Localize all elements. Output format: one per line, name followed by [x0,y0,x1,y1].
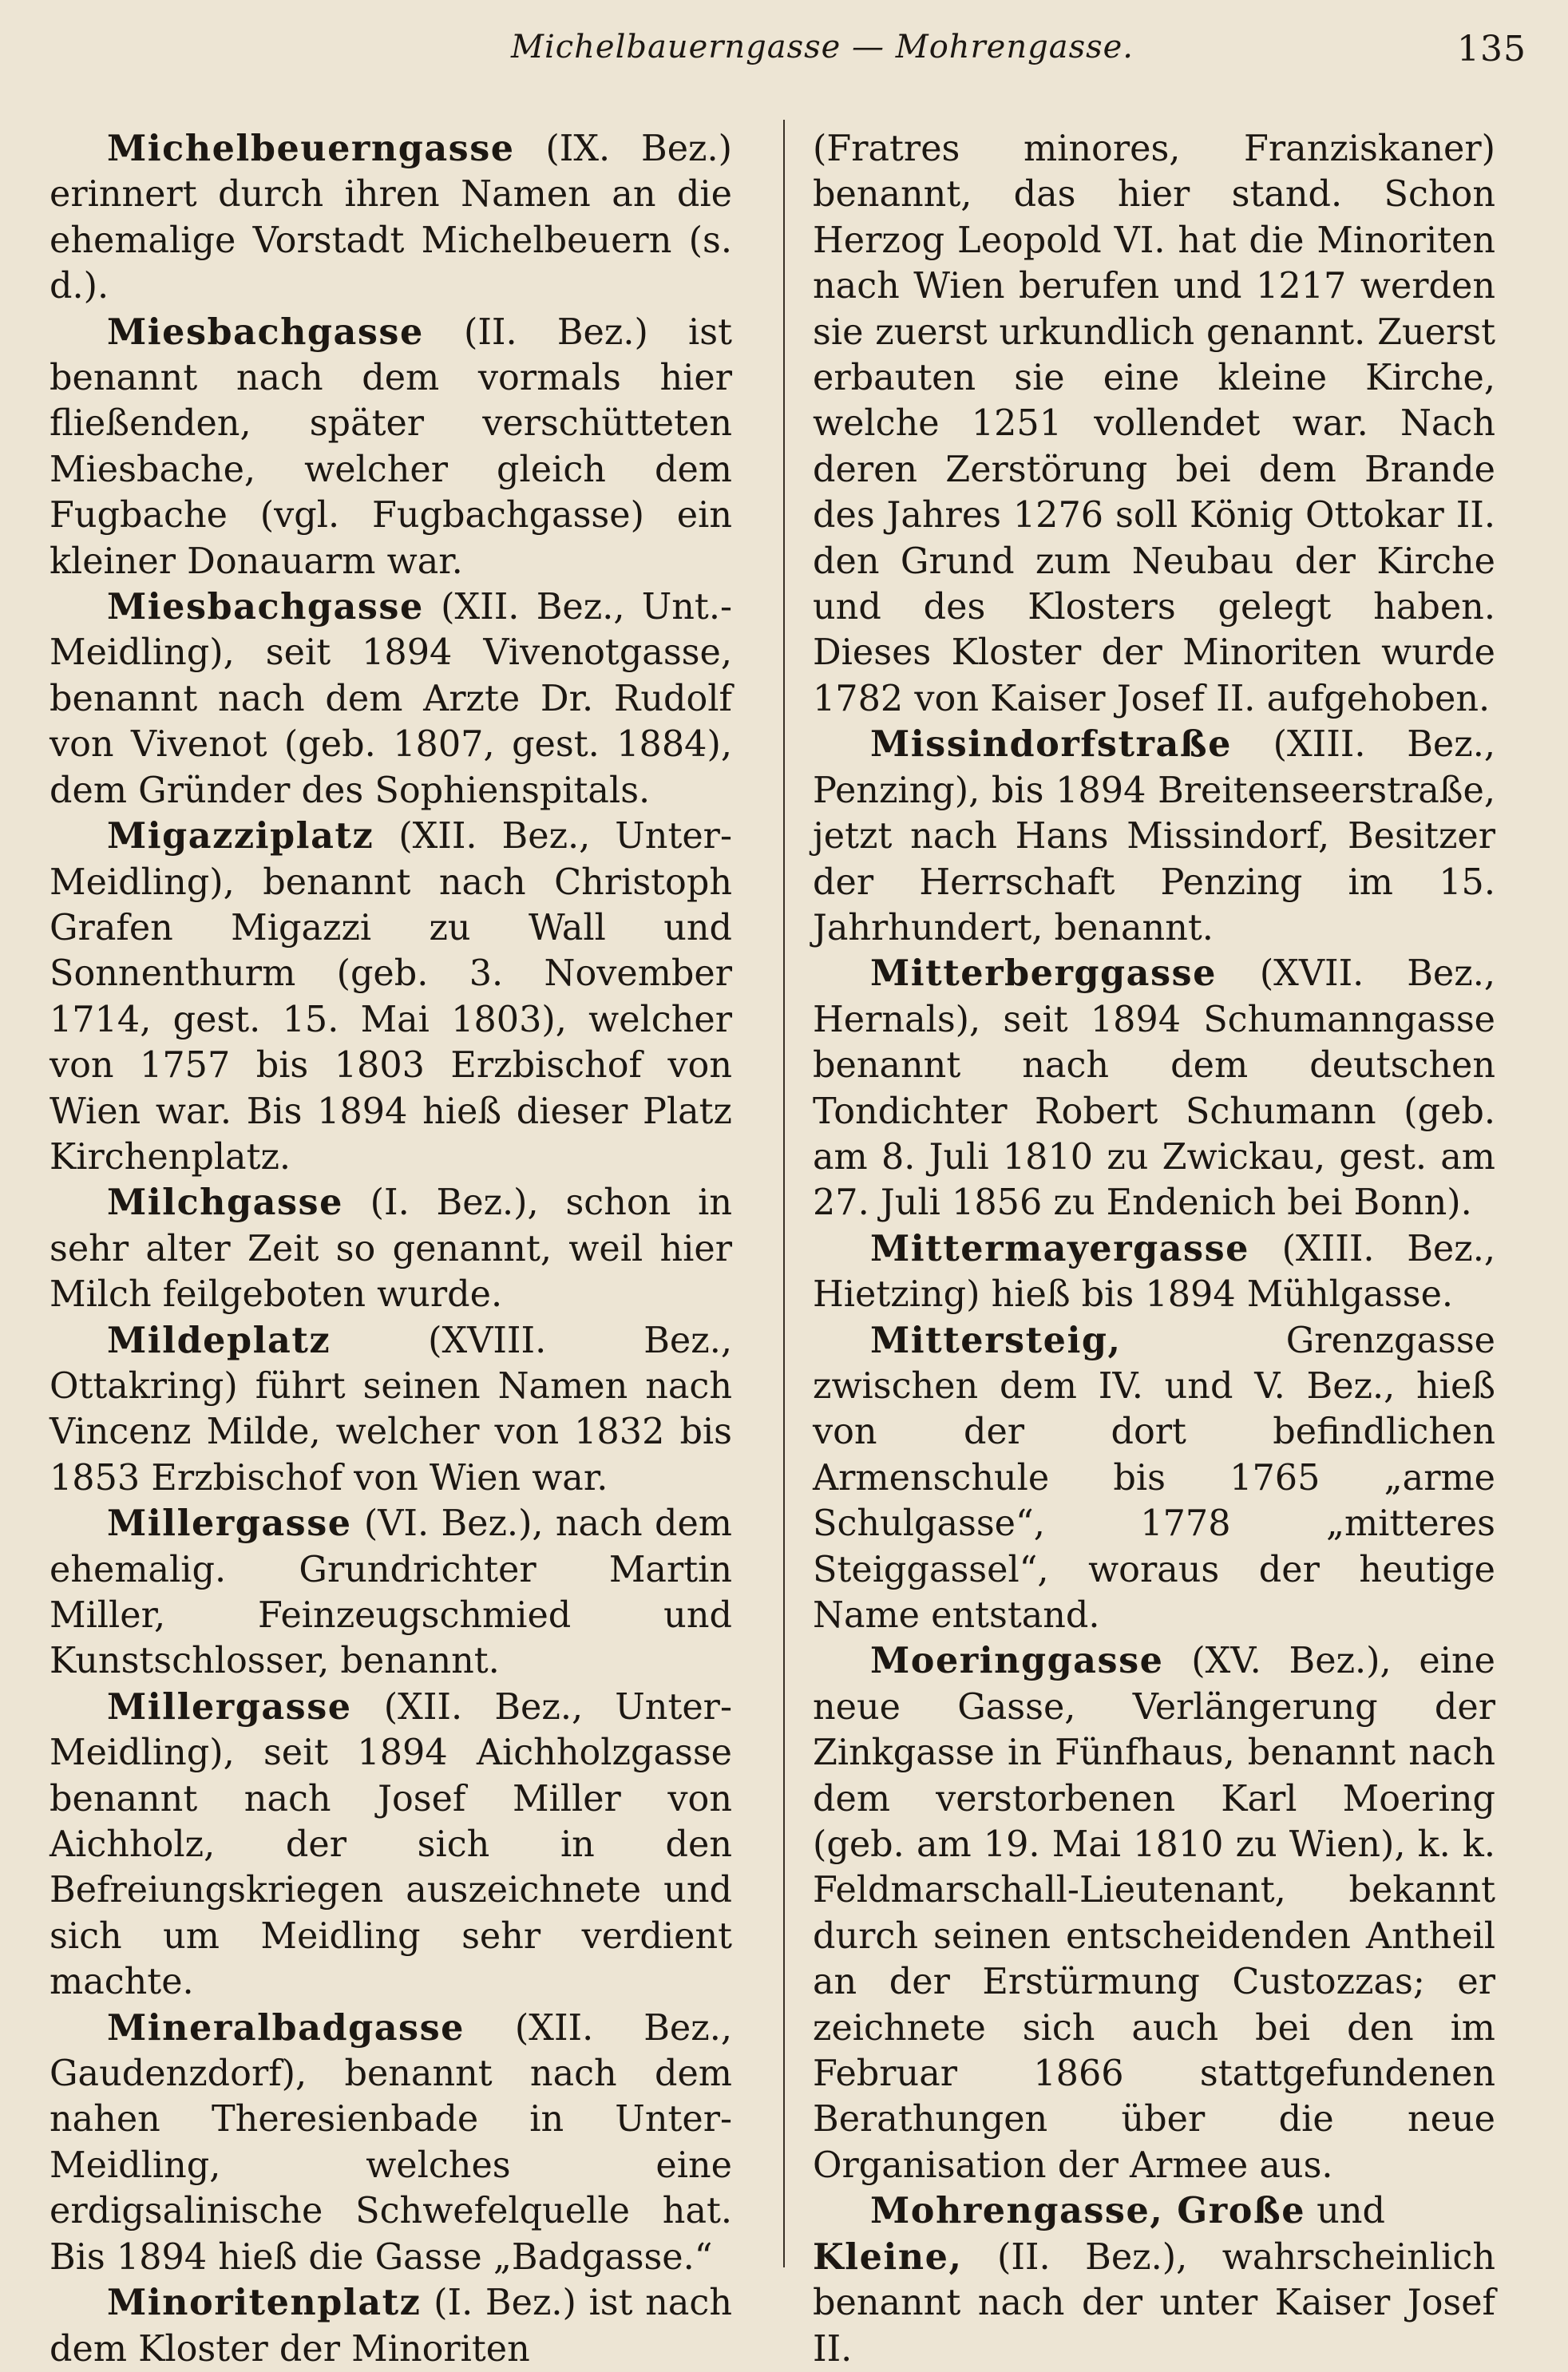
entry-mohrengasse [813,2188,1495,2372]
entry-millergasse-xii [49,1685,732,2006]
entry-text: (I. Bez.), schon in sehr alter Zeit so genannt, weil hier Milch feilgeboten wurde. [49,1182,732,1316]
entry-mildeplatz [49,1318,732,1502]
entry-text: (XIII. Bez., Hietzing) hieß bis 1894 Mühlgasse. [813,1228,1495,1316]
entry-text: (VI. Bez.), nach dem ehemalig. Grundrichter Martin Miller, Feinzeugschmied und Kunstschlosser, benannt. [49,1503,732,1682]
entry-migazziplatz [49,814,732,1180]
entry-headword: Michelbeuerngasse [107,128,515,169]
entry-text: (XV. Bez.), eine neue Gasse, Verlängerung der Zinkgasse in Fünfhaus, benannt nach dem verstorbenen Karl Moering (geb. am 19. Mai 1810 zu Wien), k. k. Feldmarschall-Lieutenant, bekannt durch seinen entscheidenden Antheil an der Erstürmung Custozzas; er zeichnete sich auch bei den im Februar 1866 stattgefundenen Berathungen über die neue Organisation der Armee aus. [813,1641,1495,2186]
entry-headword: Missindorfstraße [870,723,1232,766]
entry-text: (XII. Bez., Gaudenzdorf), benannt nach dem nahen Theresienbade in Unter-Meidling, welches eine erdigsalinische Schwefelquelle hat. Bis 1894 hieß die Gasse „Badgasse.“ [49,2007,732,2278]
entry-missindorfstrasse [813,722,1495,951]
entry-text: (XII. Bez., Unter-Meidling), benannt nach Christoph Grafen Migazzi zu Wall und Sonnenthurm (geb. 3. November 1714, gest. 15. Mai 1803), welcher von 1757 bis 1803 Erzbischof von Wien war. Bis 1894 hieß dieser Platz Kirchenplatz. [49,816,732,1178]
entry-text: (XVIII. Bez., Ottakring) führt seinen Namen nach Vincenz Milde, welcher von 1832 bis 1853 Erzbischof von Wien war. [49,1320,732,1499]
page-number: 135 [1457,29,1526,69]
entry-headword: Moeringgasse [870,1640,1164,1682]
entry-michelbeuerngasse [49,126,732,310]
entry-text: (XVII. Bez., Hernals), seit 1894 Schumanngasse benannt nach dem deutschen Tondichter Robert Schumann (geb. am 8. Juli 1810 zu Zwickau, gest. am 27. Juli 1856 zu Endenich bei Bonn). [813,953,1495,1224]
entry-headword: Millergasse [107,1685,352,1728]
entry-millergasse-vi [49,1501,732,1685]
entry-text: (Fratres minores, Franziskaner) benannt, das hier stand. Schon Herzog Leopold VI. hat die Minoriten nach Wien berufen und 1217 werden sie zuerst urkundlich genannt. Zuerst erbauten sie eine kleine Kirche, welche 1251 vollendet war. Nach deren Zerstörung bei dem Brande des Jahres 1276 soll König Ottokar II. den Grund zum Neubau der Kirche und des Klosters gelegt haben. Dieses Kloster der Minoriten wurde 1782 von Kaiser Josef II. aufgehoben. [813,129,1495,719]
entry-mitterberggasse [813,951,1495,1226]
entry-headword: Mittersteig, [870,1319,1122,1361]
right-column [813,126,1495,2372]
left-column [49,126,732,2372]
entry-text: (XII. Bez., Unt.-Meidling), seit 1894 Vivenotgasse, benannt nach dem Arzte Dr. Rudolf von Vivenot (geb. 1807, gest. 1884), dem Gründer des Sophienspitals. [49,587,732,811]
page-header [0,29,1568,77]
entry-milchgasse [49,1180,732,1317]
entry-headword: Migazziplatz [107,815,374,857]
entry-text: (I. Bez.) ist nach dem Kloster der Minoriten [49,2283,732,2370]
entry-text: Grenzgasse zwischen dem IV. und V. Bez., hieß von der dort befindlichen Armenschule bis 1765 „arme Schulgasse“, 1778 „mitteres Steiggassel“, woraus der heutige Name entstand. [813,1320,1495,1636]
entry-mittersteig [813,1318,1495,1639]
entry-headword: Miesbachgasse [107,586,424,628]
entry-headword: Mineralbadgasse [107,2006,465,2049]
entry-text: (II. Bez.) ist benannt nach dem vormals hier fließenden, später verschütteten Miesbache, welcher gleich dem Fugbache (vgl. Fugbachgasse) ein kleiner Donauarm war. [49,311,732,582]
running-head: Michelbauerngasse — Mohrengasse. [511,29,1134,65]
entry-text: (XII. Bez., Unter-Meidling), seit 1894 Aichholzgasse benannt nach Josef Miller von Aichholz, der sich in den Befreiungskriegen auszeichnete und sich um Meidling sehr verdient machte. [49,1686,732,2003]
entry-text: (XIII. Bez., Penzing), bis 1894 Breitenseerstraße, jetzt nach Hans Missindorf, Besitzer der Herrschaft Penzing im 15. Jahrhundert, benannt. [813,724,1495,948]
entry-minoritenplatz [49,2280,732,2372]
entry-text: und [1305,2191,1385,2232]
entry-headword: Mitterberggasse [870,952,1217,995]
entry-headword: Kleine, [813,2235,963,2278]
entry-headword: Mohrengasse, Große [870,2190,1306,2232]
entry-headword: Mittermayergasse [870,1227,1249,1269]
entry-mineralbadgasse [49,2006,732,2280]
entry-moeringgasse [813,1638,1495,2188]
entry-headword: Minoritenplatz [107,2282,422,2324]
entry-mittermayergasse [813,1226,1495,1318]
entry-text: (II. Bez.), wahrscheinlich benannt nach der unter Kaiser Josef II. [813,2236,1495,2370]
entry-minoritenplatz-continued [813,126,1495,722]
entry-miesbachgasse-ii [49,310,732,584]
entry-text: (IX. Bez.) erinnert durch ihren Namen an die ehemalige Vorstadt Michelbeuern (s. d.). [49,129,732,307]
entry-headword: Milchgasse [107,1182,343,1224]
entry-miesbachgasse-xii [49,584,732,814]
column-divider [783,120,785,2267]
entry-headword: Millergasse [107,1503,352,1545]
entry-headword: Mildeplatz [107,1319,331,1361]
entry-headword: Miesbachgasse [107,311,424,353]
